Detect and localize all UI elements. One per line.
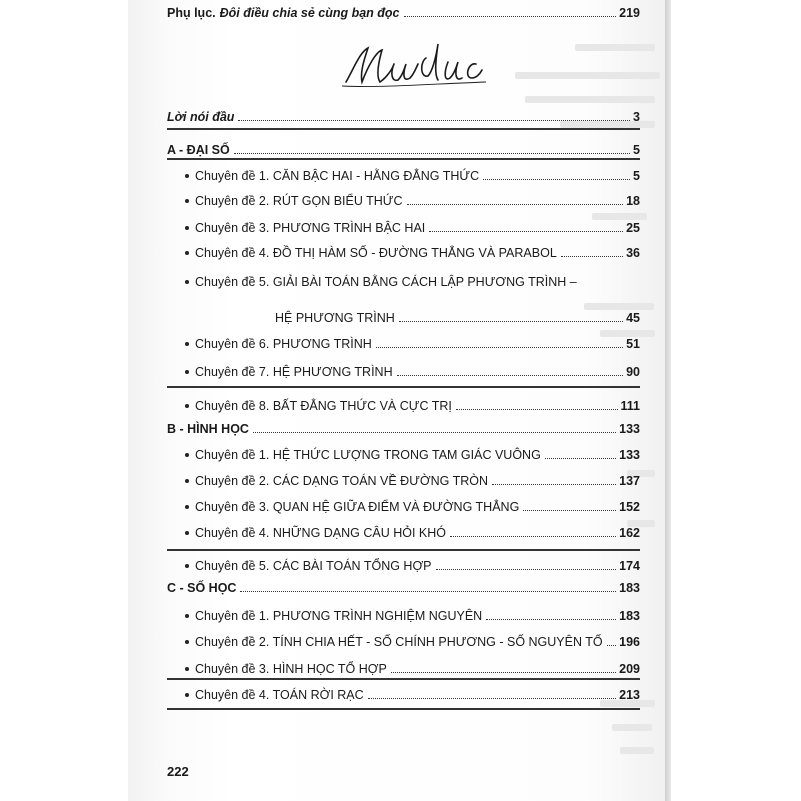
toc-entry-label-continued: HỆ PHƯƠNG TRÌNH <box>275 311 395 325</box>
dot-leader <box>561 256 623 257</box>
toc-page-number: 213 <box>619 688 640 702</box>
toc-entry-label: Chuyên đề 4. NHỮNG DẠNG CÂU HỎI KHÓ <box>195 526 447 540</box>
dot-leader <box>436 569 617 570</box>
toc-entry[interactable] <box>185 215 640 235</box>
toc-entry-label: Chuyên đề 5. GIẢI BÀI TOÁN BẰNG CÁCH LẬP PHƯƠNG TRÌNH – <box>195 275 577 289</box>
bullet-icon <box>185 479 189 483</box>
dot-leader <box>545 458 616 459</box>
toc-page-number: 25 <box>626 221 640 235</box>
toc-entry[interactable] <box>185 553 640 573</box>
toc-entry-label: Chuyên đề 7. HỆ PHƯƠNG TRÌNH <box>195 365 393 379</box>
toc-entry-label: Chuyên đề 5. CÁC BÀI TOÁN TỔNG HỢP <box>195 559 432 573</box>
dot-leader <box>234 153 630 154</box>
toc-page-number: 183 <box>619 581 640 595</box>
toc-entry[interactable] <box>185 163 640 183</box>
toc-entry-continuation[interactable] <box>275 305 640 325</box>
toc-entry-label: Chuyên đề 6. PHƯƠNG TRÌNH <box>195 337 372 351</box>
bullet-icon <box>185 199 189 203</box>
dot-leader <box>407 204 624 205</box>
toc-appendix-label: Phụ lục. <box>167 6 216 20</box>
toc-entry[interactable] <box>185 331 640 351</box>
bullet-icon <box>185 226 189 230</box>
toc-page-number: 162 <box>619 526 640 540</box>
toc-page-number: 183 <box>619 609 640 623</box>
toc-entry-label: Lời nói đầu <box>167 110 235 124</box>
dot-leader <box>486 619 616 620</box>
dot-leader <box>391 672 616 673</box>
toc-entry[interactable] <box>185 468 640 488</box>
dot-leader <box>483 179 630 180</box>
dot-leader <box>238 120 630 121</box>
toc-entry-label: Chuyên đề 3. QUAN HỆ GIỮA ĐIỂM VÀ ĐƯỜNG THẲNG <box>195 500 520 514</box>
bullet-icon <box>185 693 189 697</box>
toc-page-number: 209 <box>619 662 640 676</box>
toc-entry[interactable] <box>185 629 640 649</box>
toc-page-number: 152 <box>619 500 640 514</box>
bullet-icon <box>185 505 189 509</box>
toc-page-number: 5 <box>633 169 640 183</box>
dot-leader <box>492 484 616 485</box>
toc-section[interactable] <box>167 137 640 157</box>
dot-leader <box>456 409 618 410</box>
toc-entry-label: Chuyên đề 2. RÚT GỌN BIỂU THỨC <box>195 194 403 208</box>
title-script-logo <box>340 38 490 94</box>
toc-page-number: 196 <box>619 635 640 649</box>
toc-entry-label: Chuyên đề 3. PHƯƠNG TRÌNH BẬC HAI <box>195 221 426 235</box>
toc-page-number: 5 <box>633 143 640 157</box>
bullet-icon <box>185 404 189 408</box>
dot-leader <box>523 510 616 511</box>
toc-page-number: 45 <box>626 311 640 325</box>
toc-section[interactable] <box>167 575 640 595</box>
toc-entry-label: B - HÌNH HỌC <box>167 422 249 436</box>
toc-page-number: 133 <box>619 448 640 462</box>
toc-page-number: 174 <box>619 559 640 573</box>
toc-page-number: 111 <box>620 399 640 413</box>
dot-leader <box>376 347 623 348</box>
toc-page-number: 133 <box>619 422 640 436</box>
toc-entry[interactable] <box>185 682 640 702</box>
section-divider <box>167 158 640 160</box>
toc-entry[interactable] <box>185 240 640 260</box>
dot-leader <box>429 231 623 232</box>
toc-page-number: 90 <box>626 365 640 379</box>
toc-section[interactable] <box>167 416 640 436</box>
bullet-icon <box>185 667 189 671</box>
bullet-icon <box>185 251 189 255</box>
section-divider <box>167 128 640 130</box>
toc-entry-label: Chuyên đề 4. TOÁN RỜI RẠC <box>195 688 364 702</box>
toc-entry-label: A - ĐẠI SỐ <box>167 143 230 157</box>
bullet-icon <box>185 453 189 457</box>
toc-entry-label: Chuyên đề 1. CĂN BẬC HAI - HẰNG ĐẲNG THỨC <box>195 169 480 183</box>
dot-leader <box>368 698 616 699</box>
toc-entry[interactable] <box>185 442 640 462</box>
toc-entry-label: Chuyên đề 2. CÁC DẠNG TOÁN VỀ ĐƯỜNG TRÒN <box>195 474 489 488</box>
toc-entry[interactable] <box>185 393 640 413</box>
bullet-icon <box>185 342 189 346</box>
toc-page-number: 137 <box>619 474 640 488</box>
toc-entry[interactable] <box>185 269 640 289</box>
dot-leader <box>404 16 617 17</box>
dot-leader <box>450 536 616 537</box>
dot-leader <box>253 432 616 433</box>
toc-entry[interactable] <box>185 494 640 514</box>
toc-entry[interactable] <box>185 656 640 676</box>
toc-entry-label: Chuyên đề 3. HÌNH HỌC TỔ HỢP <box>195 662 387 676</box>
page-number: 222 <box>167 764 189 779</box>
section-divider <box>167 386 640 388</box>
toc-entry-label: Chuyên đề 1. HỆ THỨC LƯỢNG TRONG TAM GIÁC VUÔNG <box>195 448 541 462</box>
toc-entry[interactable] <box>185 520 640 540</box>
toc-page-number: 36 <box>626 246 640 260</box>
section-divider <box>167 549 640 551</box>
page-title <box>340 38 490 94</box>
bullet-icon <box>185 564 189 568</box>
bullet-icon <box>185 280 189 284</box>
bullet-icon <box>185 370 189 374</box>
section-divider <box>167 708 640 710</box>
toc-entry-label: Chuyên đề 8. BẤT ĐẲNG THỨC VÀ CỰC TRỊ <box>195 399 452 413</box>
dot-leader <box>607 645 617 646</box>
toc-entry-label: Chuyên đề 1. PHƯƠNG TRÌNH NGHIỆM NGUYÊN <box>195 609 483 623</box>
toc-page-number: 18 <box>626 194 640 208</box>
toc-entry-label: C - SỐ HỌC <box>167 581 237 595</box>
section-divider <box>167 678 640 680</box>
toc-entry-label: Chuyên đề 4. ĐỒ THỊ HÀM SỐ - ĐƯỜNG THẲNG VÀ PARABOL <box>195 246 557 260</box>
dot-leader <box>399 321 623 322</box>
toc-entry-label: Chuyên đề 2. TÍNH CHIA HẾT - SỐ CHÍNH PHƯƠNG - SỐ NGUYÊN TỐ <box>195 635 603 649</box>
toc-appendix-subtitle: Đôi điều chia sẻ cùng bạn đọc <box>219 6 400 20</box>
toc-entry[interactable] <box>167 104 640 124</box>
toc-entry[interactable] <box>185 188 640 208</box>
bullet-icon <box>185 174 189 178</box>
toc-entry[interactable] <box>185 359 640 379</box>
dot-leader <box>240 591 616 592</box>
dot-leader <box>397 375 623 376</box>
toc-entry[interactable] <box>185 603 640 623</box>
toc-entry[interactable] <box>167 0 640 20</box>
toc-page-number: 3 <box>633 110 640 124</box>
toc-page-number: 219 <box>619 6 640 20</box>
bullet-icon <box>185 614 189 618</box>
bullet-icon <box>185 531 189 535</box>
toc-page-number: 51 <box>626 337 640 351</box>
bullet-icon <box>185 640 189 644</box>
